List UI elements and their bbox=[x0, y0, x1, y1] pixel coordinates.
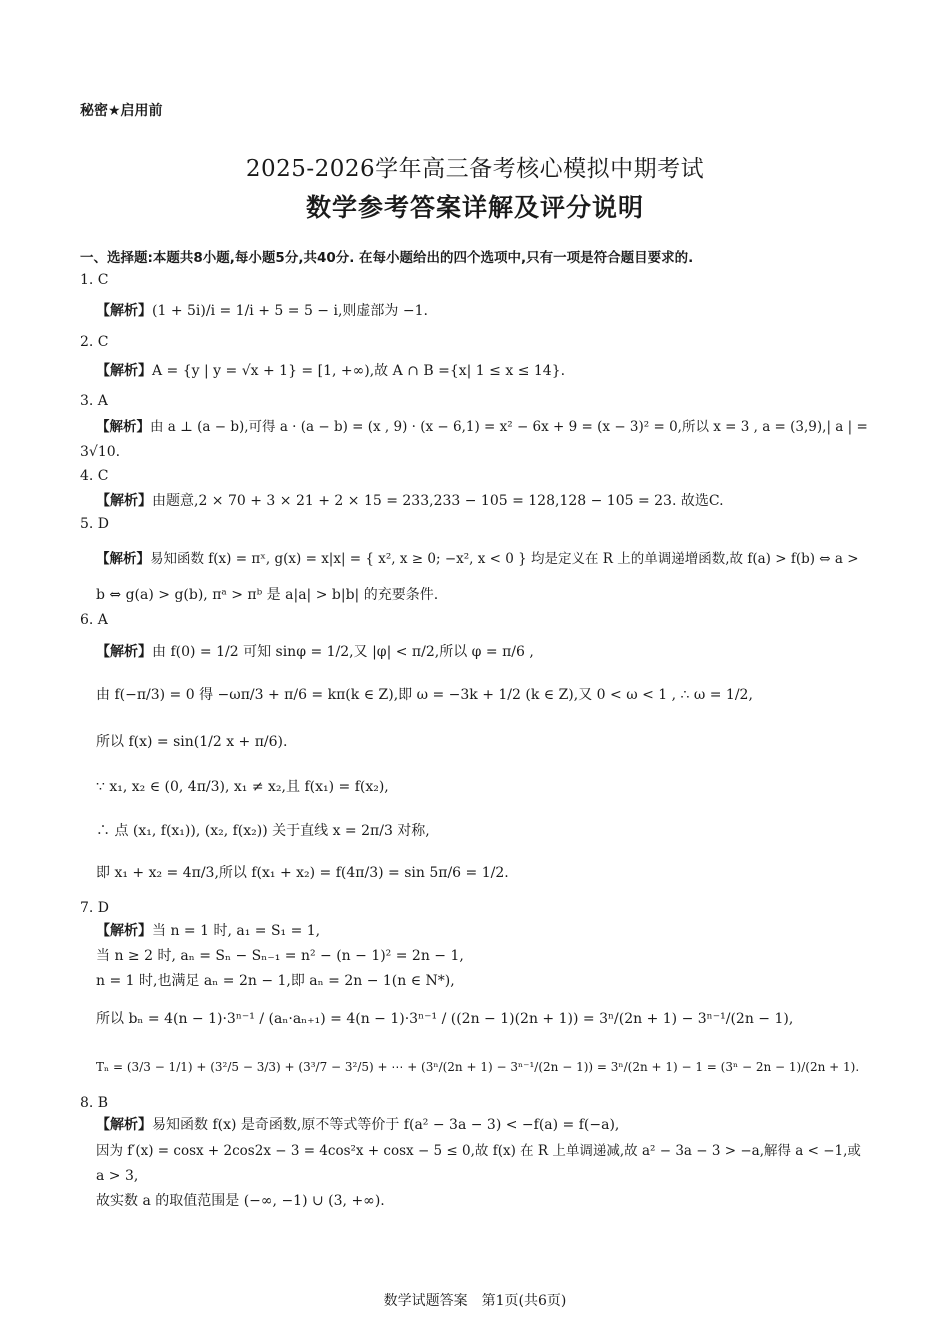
question-label: 3. A bbox=[80, 393, 108, 409]
question-label: 8. B bbox=[80, 1095, 109, 1111]
exam-title: 2025-2026学年高三备考核心模拟中期考试 bbox=[245, 156, 705, 182]
page-footer: 数学试题答案 第1页(共6页) bbox=[383, 1293, 567, 1309]
secret-label: 秘密★启用前 bbox=[80, 103, 163, 119]
solution-line bbox=[96, 922, 320, 940]
solution-text: 易知函数 f(x) 是奇函数,原不等式等价于 f(a² − 3a − 3) < −f(a) = f(−a), bbox=[152, 1117, 620, 1133]
solution-text: 易知函数 f(x) = πˣ, g(x) = x|x| = { x², x ≥ 0; −x², x < 0 } 均是定义在 R 上的单调递增函数,故 f(a) > f(b) ⇔ a > bbox=[150, 551, 859, 567]
solution-line: ∵ x₁, x₂ ∈ (0, 4π/3), x₁ ≠ x₂,且 f(x₁) = f(x₂), bbox=[96, 779, 389, 795]
solution-line bbox=[96, 492, 724, 510]
solution-text: 由 f(0) = 1/2 可知 sinφ = 1/2,又 |φ| < π/2,所以 φ = π/6 , bbox=[152, 644, 534, 660]
solution-line: a > 3, bbox=[96, 1168, 139, 1184]
solution-line: 故实数 a 的取值范围是 (−∞, −1) ∪ (3, +∞). bbox=[96, 1193, 385, 1209]
solution-line: 所以 bₙ = 4(n − 1)·3ⁿ⁻¹ / (aₙ·aₙ₊₁) = 4(n − 1)·3ⁿ⁻¹ / ((2n − 1)(2n + 1)) = 3ⁿ/(2n + 1) − 3ⁿ⁻¹/(2n − 1), bbox=[96, 1011, 794, 1027]
solution-line: n = 1 时,也满足 aₙ = 2n − 1,即 aₙ = 2n − 1(n ∈ N*), bbox=[96, 973, 455, 989]
section-heading: 一、选择题:本题共8小题,每小题5分,共40分. 在每小题给出的四个选项中,只有一项是符合题目要求的. bbox=[80, 250, 694, 266]
analysis-tag: 【解析】 bbox=[96, 644, 152, 660]
question-label: 4. C bbox=[80, 468, 109, 484]
question-label: 2. C bbox=[80, 334, 109, 350]
solution-line: 因为 f′(x) = cosx + 2cos2x − 3 = 4cos²x + cosx − 5 ≤ 0,故 f(x) 在 R 上单调递减,故 a² − 3a − 3 > −a,解得 a < −1,或 bbox=[96, 1143, 861, 1159]
solution-text: (1 + 5i)/i = 1/i + 5 = 5 − i,则虚部为 −1. bbox=[152, 303, 428, 319]
analysis-tag: 【解析】 bbox=[96, 303, 152, 319]
solution-line: b ⇔ g(a) > g(b), πᵃ > πᵇ 是 a|a| > b|b| 的充要条件. bbox=[96, 587, 439, 603]
solution-line: 所以 f(x) = sin(1/2 x + π/6). bbox=[96, 734, 288, 750]
solution-line bbox=[96, 1116, 619, 1134]
question-label: 6. A bbox=[80, 612, 108, 628]
analysis-tag: 【解析】 bbox=[96, 493, 152, 509]
solution-line: Tₙ = (3/3 − 1/1) + (3²/5 − 3/3) + (3³/7 − 3²/5) + ⋯ + (3ⁿ/(2n + 1) − 3ⁿ⁻¹/(2n − 1)) = 3ⁿ/(2n + 1) − 1 = (3ⁿ − 2n − 1)/(2n + 1). bbox=[96, 1060, 860, 1074]
solution-text: 当 n = 1 时, a₁ = S₁ = 1, bbox=[152, 923, 321, 939]
solution-line: 即 x₁ + x₂ = 4π/3,所以 f(x₁ + x₂) = f(4π/3) = sin 5π/6 = 1/2. bbox=[96, 865, 509, 881]
solution-line bbox=[96, 362, 565, 380]
doc-title: 数学参考答案详解及评分说明 bbox=[305, 193, 644, 222]
analysis-tag: 【解析】 bbox=[96, 1117, 152, 1133]
solution-text: 由 a ⊥ (a − b),可得 a · (a − b) = (x , 9) · (x − 6,1) = x² − 6x + 9 = (x − 3)² = 0,所以 x = 3 , a = (3,9),| a | = bbox=[150, 419, 868, 435]
solution-line bbox=[96, 418, 868, 436]
solution-line: 3√10. bbox=[80, 444, 121, 460]
solution-line bbox=[96, 550, 859, 568]
solution-line bbox=[96, 643, 534, 661]
solution-text: A = {y | y = √x + 1} = [1, +∞),故 A ∩ B ={x| 1 ≤ x ≤ 14}. bbox=[152, 363, 566, 379]
question-label: 5. D bbox=[80, 516, 110, 532]
solution-line: 由 f(−π/3) = 0 得 −ωπ/3 + π/6 = kπ(k ∈ Z),即 ω = −3k + 1/2 (k ∈ Z),又 0 < ω < 1 , ∴ ω = 1/2, bbox=[96, 687, 753, 703]
question-label: 7. D bbox=[80, 900, 110, 916]
analysis-tag: 【解析】 bbox=[96, 363, 152, 379]
analysis-tag: 【解析】 bbox=[96, 419, 150, 435]
question-label: 1. C bbox=[80, 272, 109, 288]
solution-line: ∴ 点 (x₁, f(x₁)), (x₂, f(x₂)) 关于直线 x = 2π/3 对称, bbox=[96, 823, 430, 839]
analysis-tag: 【解析】 bbox=[96, 551, 150, 567]
analysis-tag: 【解析】 bbox=[96, 923, 152, 939]
solution-line bbox=[96, 302, 428, 320]
solution-text: 由题意,2 × 70 + 3 × 21 + 2 × 15 = 233,233 − 105 = 128,128 − 105 = 23. 故选C. bbox=[152, 493, 724, 509]
solution-line: 当 n ≥ 2 时, aₙ = Sₙ − Sₙ₋₁ = n² − (n − 1)² = 2n − 1, bbox=[96, 948, 464, 964]
